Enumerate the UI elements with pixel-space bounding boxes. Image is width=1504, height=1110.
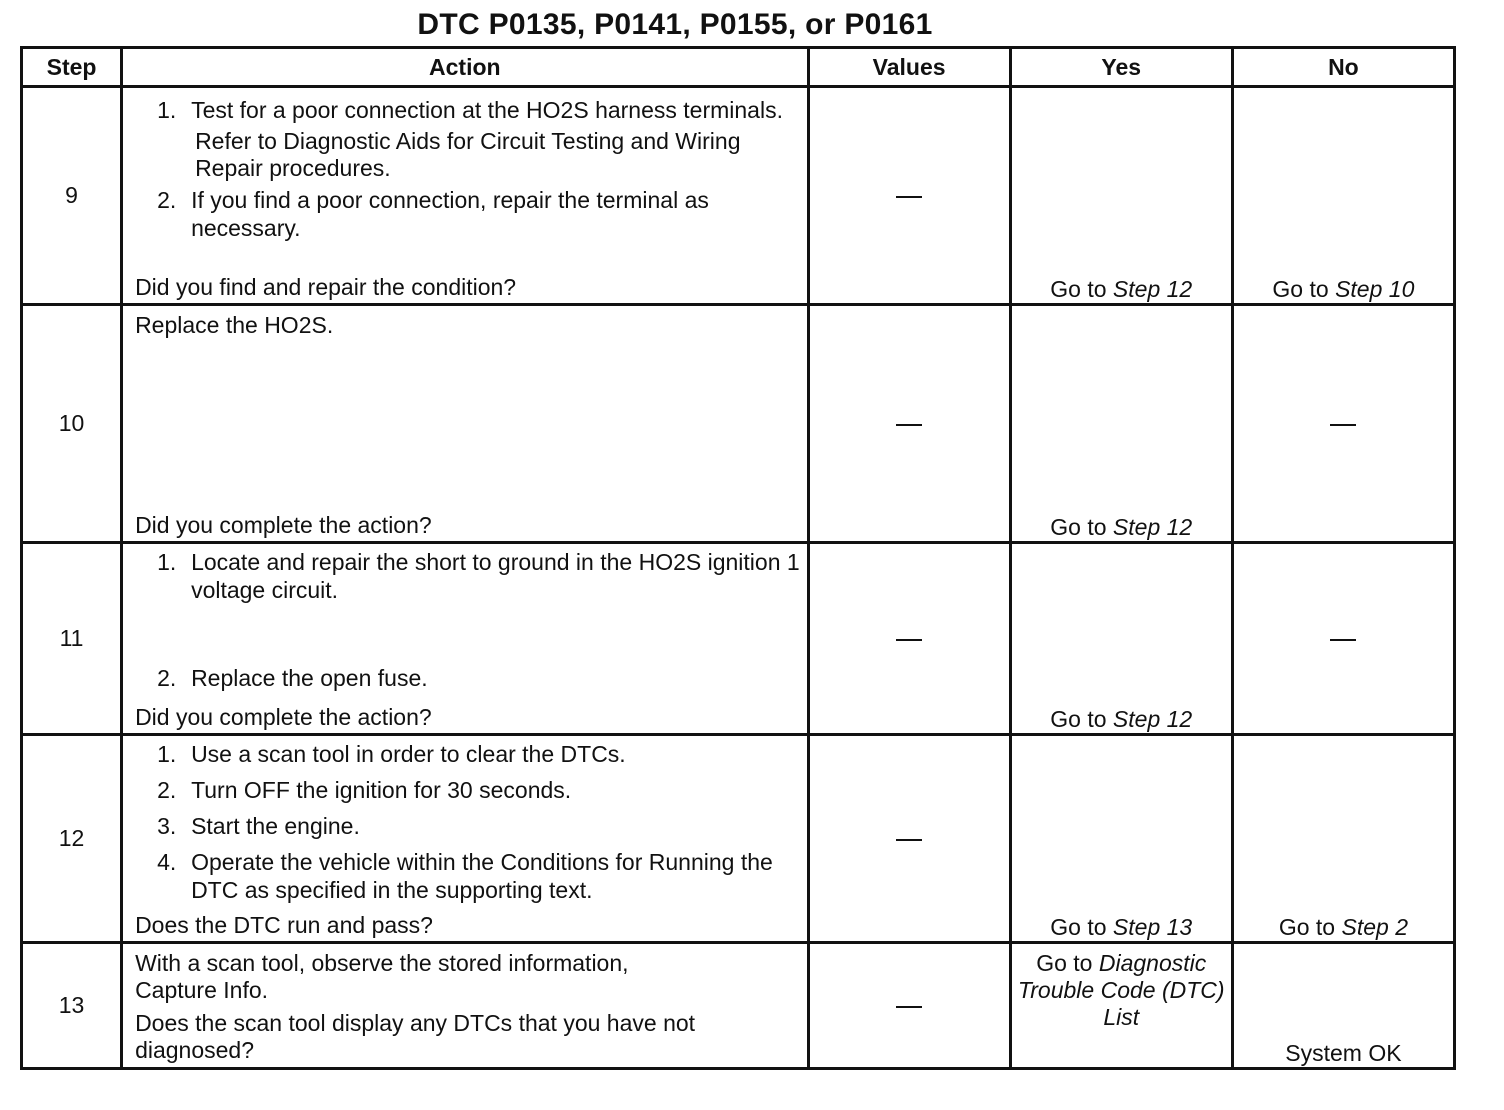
item-text: Use a scan tool in order to clear the DTCs. [191, 741, 626, 767]
action-cell [122, 305, 808, 543]
values-cell [808, 543, 1010, 735]
item-number: 1. [157, 741, 177, 767]
item-number: 3. [157, 813, 177, 839]
header-values: Values [808, 48, 1010, 87]
no-cell [1232, 305, 1454, 543]
item-text: If you find a poor connection, repair the terminal as necessary. [191, 187, 709, 241]
yes-cell [1010, 943, 1232, 1069]
item-text: Replace the open fuse. [191, 665, 428, 691]
go-to-label: Go to [1050, 514, 1107, 540]
yes-cell [1010, 305, 1232, 543]
list-item [123, 740, 806, 768]
values-cell [808, 735, 1010, 943]
header-step: Step [22, 48, 122, 87]
table-row [22, 735, 1455, 943]
step-number: 12 [22, 735, 122, 943]
item-text: Turn OFF the ignition for 30 seconds. [191, 777, 572, 803]
action-cell [122, 87, 808, 305]
header-no: No [1232, 48, 1454, 87]
list-item [123, 664, 806, 692]
header-action: Action [122, 48, 808, 87]
no-cell [1232, 943, 1454, 1069]
question-text: Does the scan tool display any DTCs that you have not diagnosed? [135, 1010, 696, 1063]
system-ok-text: System OK [1285, 1040, 1402, 1066]
yes-step-link[interactable]: Step 12 [1112, 514, 1193, 540]
no-step-link[interactable]: Step 10 [1335, 276, 1415, 302]
go-to-label: Go to [1050, 706, 1107, 732]
dash-mark [1330, 424, 1356, 426]
list-item [123, 548, 806, 604]
yes-step-link[interactable]: Step 12 [1112, 706, 1193, 732]
no-cell [1232, 735, 1454, 943]
list-item [123, 848, 806, 904]
yes-cell [1010, 543, 1232, 735]
go-to-label: Go to [1036, 950, 1093, 976]
action-cell [122, 943, 808, 1069]
yes-cell [1010, 735, 1232, 943]
item-text: Operate the vehicle within the Conditions for Running the DTC as specified in the supporting text. [191, 849, 773, 903]
question-text: Does the DTC run and pass? [135, 912, 433, 938]
step-number: 9 [22, 87, 122, 305]
action-cell [122, 543, 808, 735]
no-cell [1232, 543, 1454, 735]
go-to-label: Go to [1050, 914, 1107, 940]
item-number: 2. [157, 665, 177, 691]
no-step-link[interactable]: Step 2 [1341, 914, 1408, 940]
action-text: Replace the HO2S. [135, 312, 334, 338]
action-cell [122, 735, 808, 943]
list-item [123, 96, 806, 124]
action-text: With a scan tool, observe the stored information, Capture Info. [135, 950, 629, 1003]
item-text: Start the engine. [191, 813, 360, 839]
table-row [22, 943, 1455, 1069]
dash-mark [896, 196, 922, 198]
go-to-label: Go to [1050, 276, 1107, 302]
item-number: 2. [157, 187, 177, 213]
dash-mark [896, 839, 922, 841]
values-cell [808, 305, 1010, 543]
item-text: Locate and repair the short to ground in the HO2S ignition 1 voltage circuit. [191, 549, 800, 603]
no-cell [1232, 87, 1454, 305]
yes-cell [1010, 87, 1232, 305]
go-to-label: Go to [1278, 914, 1336, 940]
yes-step-link[interactable]: Step 12 [1112, 276, 1193, 302]
header-yes: Yes [1010, 48, 1232, 87]
diagnostic-table [20, 46, 1456, 1070]
question-text: Did you complete the action? [135, 512, 432, 538]
list-item [123, 812, 806, 840]
dash-mark [896, 424, 922, 426]
list-item [123, 186, 806, 242]
item-number: 2. [157, 777, 177, 803]
step-number: 13 [22, 943, 122, 1069]
item-number: 4. [157, 849, 177, 875]
item-number: 1. [157, 97, 177, 123]
dash-mark [1330, 639, 1356, 641]
question-text: Did you find and repair the condition? [135, 274, 517, 300]
yes-step-link[interactable]: Step 13 [1112, 914, 1193, 940]
table-row [22, 543, 1455, 735]
values-cell [808, 943, 1010, 1069]
table-row [22, 305, 1455, 543]
page-title: DTC P0135, P0141, P0155, or P0161 [417, 8, 933, 41]
step-number: 11 [22, 543, 122, 735]
go-to-label: Go to [1272, 276, 1329, 302]
values-cell [808, 87, 1010, 305]
table-row [22, 87, 1455, 305]
dash-mark [896, 1006, 922, 1008]
note-text: Refer to Diagnostic Aids for Circuit Testing and Wiring Repair procedures. [195, 128, 741, 181]
header-row [22, 48, 1455, 87]
dtc-list-link[interactable]: Diagnostic Trouble Code (DTC) List [1017, 950, 1225, 1030]
list-item [123, 776, 806, 804]
item-number: 1. [157, 549, 177, 575]
item-text: Test for a poor connection at the HO2S harness terminals. [191, 97, 783, 123]
dash-mark [896, 639, 922, 641]
question-text: Did you complete the action? [135, 704, 432, 730]
step-number: 10 [22, 305, 122, 543]
